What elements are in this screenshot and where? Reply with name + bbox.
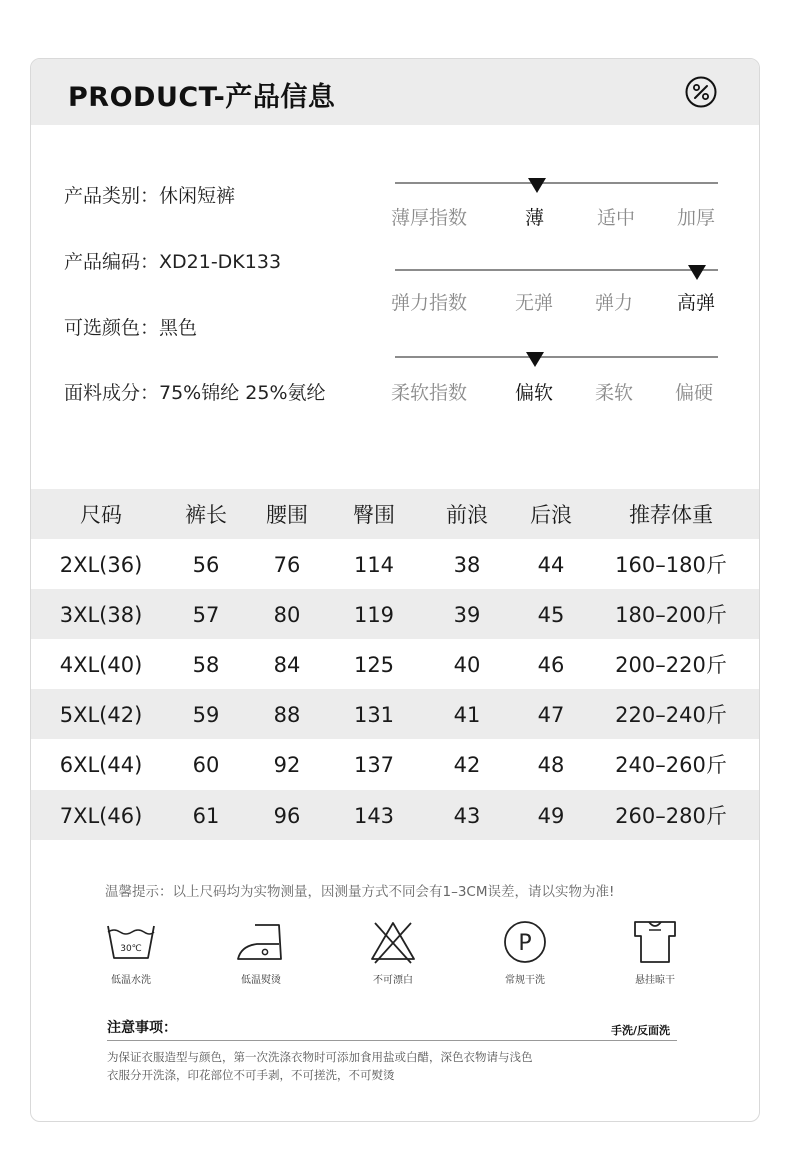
thickness-marker xyxy=(528,178,546,193)
elasticity-marker xyxy=(688,265,706,280)
card-header xyxy=(31,59,759,125)
cell-back-rise: 47 xyxy=(537,703,565,727)
cell-waist: 92 xyxy=(273,753,301,777)
wash-temp-badge: 30℃ xyxy=(120,944,142,954)
info-color: 可选颜色：黑色 xyxy=(64,317,198,339)
care-label-iron: 低温熨烫 xyxy=(241,975,281,986)
page-title: PRODUCT-产品信息 xyxy=(68,82,336,113)
cell-waist: 88 xyxy=(273,703,301,727)
softness-scale-line xyxy=(395,356,718,358)
table-row xyxy=(31,539,759,589)
notes-divider xyxy=(107,1040,677,1041)
info-fabric: 面料成分：75%锦纶 25%氨纶 xyxy=(64,382,326,404)
notes-title: 注意事项： xyxy=(107,1020,177,1036)
header-length: 裤长 xyxy=(185,503,227,527)
table-header xyxy=(31,489,759,539)
cell-size: 2XL(36) xyxy=(59,553,143,577)
header-size: 尺码 xyxy=(80,503,122,527)
cell-front-rise: 41 xyxy=(453,703,481,727)
cell-length: 59 xyxy=(192,703,220,727)
cell-hip: 143 xyxy=(353,804,395,828)
header-waist: 腰围 xyxy=(266,503,308,527)
no-bleach-icon xyxy=(367,919,419,965)
cell-weight: 260–280斤 xyxy=(615,804,727,828)
elasticity-scale-line xyxy=(395,269,718,271)
dry-clean-p-icon xyxy=(499,918,551,964)
cell-front-rise: 39 xyxy=(453,603,481,627)
cell-weight: 180–200斤 xyxy=(615,603,727,627)
softness-scale-name: 柔软指数 xyxy=(391,382,468,404)
thickness-scale-line xyxy=(395,182,718,184)
cell-weight: 240–260斤 xyxy=(615,753,727,777)
elasticity-option-none: 无弹 xyxy=(515,292,554,314)
thickness-option-thick: 加厚 xyxy=(677,207,716,229)
product-info-card xyxy=(30,58,760,1122)
iron-low-icon xyxy=(235,920,287,966)
cell-waist: 96 xyxy=(273,804,301,828)
thickness-option-thin: 薄 xyxy=(525,207,545,229)
care-label-wash: 低温水洗 xyxy=(111,975,151,986)
table-row xyxy=(31,689,759,739)
cell-length: 56 xyxy=(192,553,220,577)
hang-dry-icon xyxy=(629,918,681,964)
cell-front-rise: 42 xyxy=(453,753,481,777)
cell-length: 58 xyxy=(192,653,220,677)
softness-option-hard: 偏硬 xyxy=(675,382,714,404)
header-weight: 推荐体重 xyxy=(629,503,713,527)
wash-30-icon xyxy=(105,920,157,966)
elasticity-option-medium: 弹力 xyxy=(595,292,634,314)
cell-hip: 119 xyxy=(353,603,395,627)
table-row xyxy=(31,790,759,840)
cell-back-rise: 46 xyxy=(537,653,565,677)
cell-front-rise: 43 xyxy=(453,804,481,828)
softness-option-soft: 偏软 xyxy=(515,382,554,404)
cell-back-rise: 44 xyxy=(537,553,565,577)
header-hip: 臀围 xyxy=(353,503,395,527)
cell-hip: 137 xyxy=(353,753,395,777)
info-category: 产品类别：休闲短裤 xyxy=(64,185,236,207)
softness-marker xyxy=(526,352,544,367)
cell-front-rise: 40 xyxy=(453,653,481,677)
cell-size: 6XL(44) xyxy=(59,753,143,777)
cell-length: 57 xyxy=(192,603,220,627)
cell-length: 60 xyxy=(192,753,220,777)
cell-length: 61 xyxy=(192,804,220,828)
table-row xyxy=(31,739,759,789)
cell-size: 3XL(38) xyxy=(59,603,143,627)
cell-waist: 80 xyxy=(273,603,301,627)
cell-hip: 125 xyxy=(353,653,395,677)
info-code: 产品编码：XD21-DK133 xyxy=(64,251,282,273)
notes-wash-method: 手洗/反面洗 xyxy=(611,1024,671,1037)
thickness-scale-name: 薄厚指数 xyxy=(391,207,468,229)
care-label-dryclean: 常规干洗 xyxy=(505,975,545,986)
notes-line-1: 为保证衣服造型与颜色，第一次洗涤衣物时可添加食用盐或白醋，深色衣物请与浅色 xyxy=(107,1050,533,1064)
elasticity-option-high: 高弹 xyxy=(677,292,716,314)
size-tip: 温馨提示：以上尺码均为实物测量，因测量方式不同会有1–3CM误差，请以实物为准! xyxy=(105,884,615,900)
notes-line-2: 衣服分开洗涤，印花部位不可手剥，不可搓洗，不可熨烫 xyxy=(107,1068,395,1082)
dry-clean-badge: P xyxy=(518,931,532,956)
thickness-option-medium: 适中 xyxy=(597,207,636,229)
cell-weight: 160–180斤 xyxy=(615,553,727,577)
percent-badge-icon xyxy=(685,76,717,108)
cell-size: 7XL(46) xyxy=(59,804,143,828)
cell-hip: 131 xyxy=(353,703,395,727)
softness-option-softer: 柔软 xyxy=(595,382,634,404)
cell-front-rise: 38 xyxy=(453,553,481,577)
care-label-bleach: 不可漂白 xyxy=(373,975,413,986)
cell-size: 5XL(42) xyxy=(59,703,143,727)
cell-hip: 114 xyxy=(353,553,395,577)
cell-size: 4XL(40) xyxy=(59,653,143,677)
cell-back-rise: 48 xyxy=(537,753,565,777)
cell-weight: 200–220斤 xyxy=(615,653,727,677)
table-row xyxy=(31,639,759,689)
cell-weight: 220–240斤 xyxy=(615,703,727,727)
header-back-rise: 后浪 xyxy=(530,503,572,527)
care-label-hang: 悬挂晾干 xyxy=(635,975,675,986)
cell-back-rise: 49 xyxy=(537,804,565,828)
elasticity-scale-name: 弹力指数 xyxy=(391,292,468,314)
cell-back-rise: 45 xyxy=(537,603,565,627)
cell-waist: 76 xyxy=(273,553,301,577)
table-row xyxy=(31,589,759,639)
cell-waist: 84 xyxy=(273,653,301,677)
header-front-rise: 前浪 xyxy=(446,503,488,527)
